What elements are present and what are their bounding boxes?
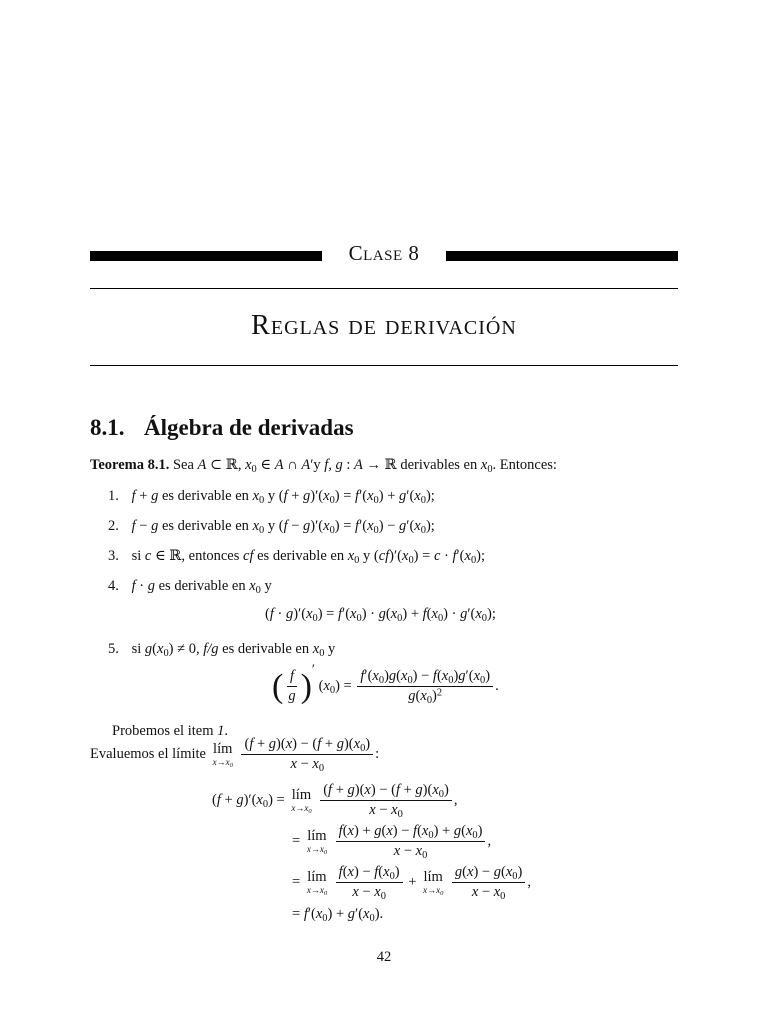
derivation-line-2: = lím $x\to x_0$ $\frac{f(x) + g(x) - f(x_0) + g(x_0)}{x - x_0}$ ,: [292, 823, 492, 862]
section-number: 8.1.: [90, 415, 125, 440]
theorem-y: y: [313, 457, 321, 473]
list-item-5: 5. si $g(x_0) \ne 0$, f/g es derivable en $x_0$ y: [108, 641, 336, 659]
derivation-line-3: = lím $x\to x_0$ $\frac{f(x) - f(x_0)}{x - x_0}$ + lím $x\to x_0$ $\frac{g(x) - g(x_0)}{x - x_0}$ ,: [292, 864, 531, 903]
section-title: Álgebra de derivadas: [144, 415, 354, 440]
chapter-title: Reglas de derivación: [251, 310, 517, 341]
derivation-line-4: = $f'(x_0) + g'(x_0)$.: [292, 906, 384, 924]
proof-evaluemos: Evaluemos el límite lím $x\to x_0$ $\frac{(f + g)(x) - (f + g)(x_0)}{x - x_0}$ :: [90, 736, 380, 775]
theorem-statement: Teorema 8.1. Sea A ⊂ ℝ, $x_0$ ∈ A ∩ A′y f, g : A → ℝ derivables en $x_0$. Entonces:: [90, 457, 557, 475]
list-item-3: 3. si c ∈ ℝ, entonces cf es derivable en $x_0$ y $(cf)'(x_0) = c \cdot f'(x_0)$;: [108, 548, 486, 566]
quotient-rule-formula: ( $\frac{f}{g}$ )′ $(x_0)$ = $\frac{f'(x_0)g(x_0) - f(x_0)g'(x_0)}{g(x_0)^2}$ .: [272, 662, 499, 707]
theorem-text-derivables: derivables en: [400, 457, 478, 473]
title-rule-bottom: [90, 365, 678, 366]
theorem-text-sea: Sea: [172, 457, 194, 473]
list-item-2: 2. f − g es derivable en $x_0$ y $(f - g)'(x_0) = f'(x_0) - g'(x_0)$;: [108, 518, 435, 536]
theorem-label: Teorema 8.1.: [90, 457, 170, 473]
product-rule-formula: $(f \cdot g)'(x_0) = f'(x_0) \cdot g(x_0) + f(x_0) \cdot g'(x_0)$;: [265, 606, 496, 624]
theorem-text-entonces: Entonces:: [499, 457, 557, 473]
list-item-1: 1. f + g es derivable en $x_0$ y $(f + g)'(x_0) = f'(x_0) + g'(x_0)$;: [108, 488, 435, 506]
title-rule-top: [90, 288, 678, 289]
list-item-4: 4. f · g es derivable en $x_0$ y: [108, 578, 272, 596]
derivation-line-1: $(f + g)'(x_0)$ = lím $x\to x_0$ $\frac{(f + g)(x) - (f + g)(x_0)}{x - x_0}$ ,: [212, 782, 458, 821]
section-heading: [90, 415, 354, 441]
chapter-bar-right: [446, 251, 678, 261]
proof-intro: Probemos el item 1.: [112, 723, 228, 739]
page-number: 42: [376, 949, 392, 965]
chapter-label: Clase 8: [348, 241, 420, 265]
